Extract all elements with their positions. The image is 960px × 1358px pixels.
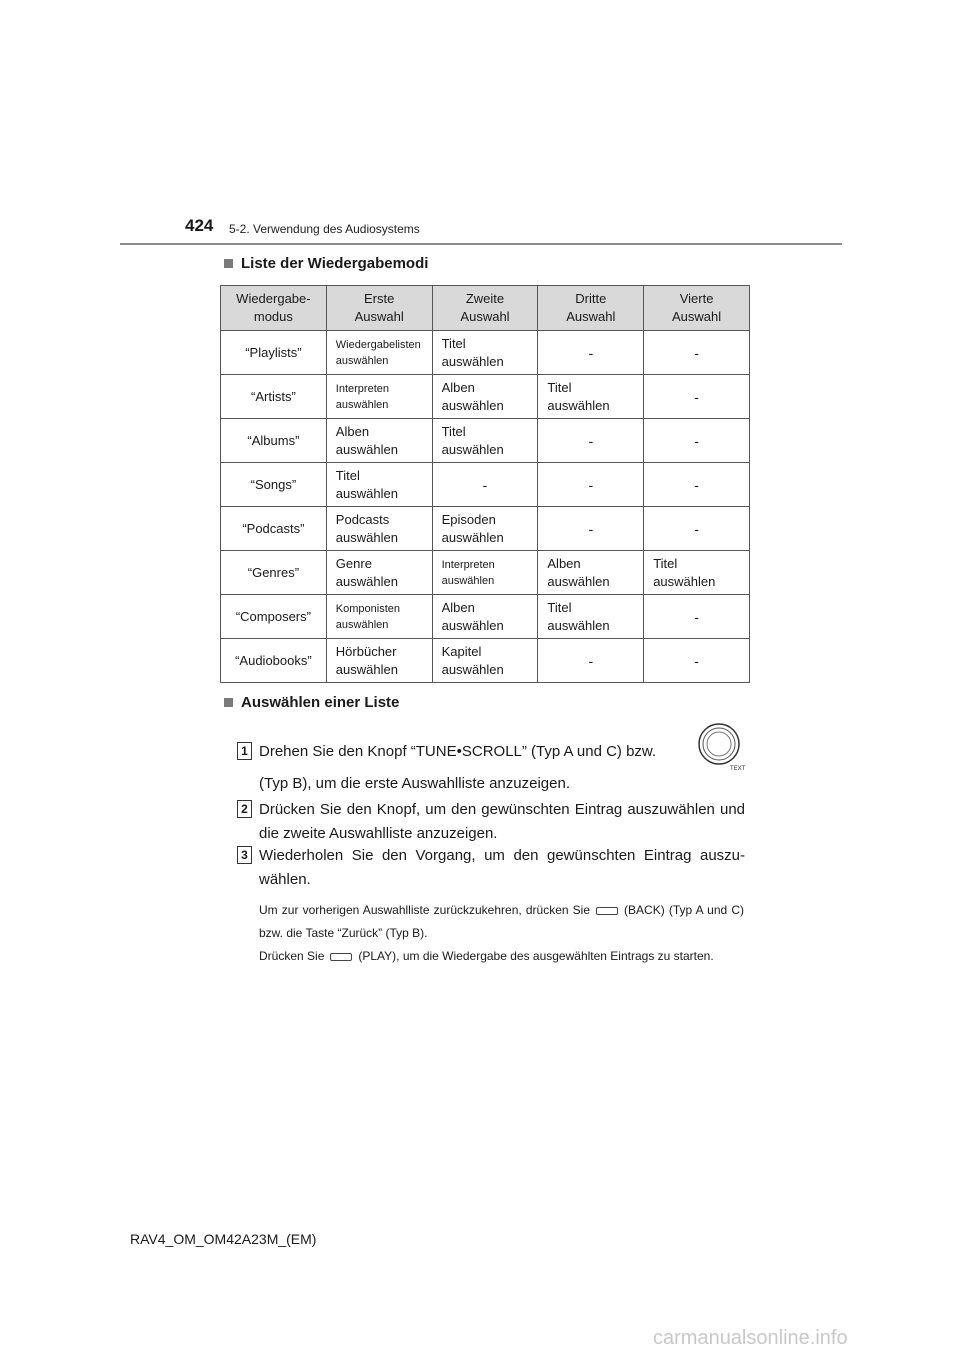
note-back (259, 899, 744, 945)
selection-cell: Titel auswählen (538, 595, 644, 639)
selection-cell: Episoden auswählen (432, 507, 538, 551)
heading-list-modes (224, 255, 428, 272)
selection-cell: - (644, 595, 750, 639)
note-play-text-b: (PLAY), um die Wiedergabe des ausgewählten Eintrags zu starten. (358, 949, 714, 963)
table-row (221, 375, 750, 419)
selection-cell: - (538, 507, 644, 551)
selection-cell: Hörbücher auswählen (326, 639, 432, 683)
selection-cell: - (644, 375, 750, 419)
table-row (221, 595, 750, 639)
heading-select-list (224, 694, 399, 711)
section-title: 5-2. Verwendung des Audiosystems (229, 222, 420, 236)
selection-cell: - (538, 463, 644, 507)
footer-doc-code: RAV4_OM_OM42A23M_(EM) (130, 1231, 317, 1247)
table-row (221, 463, 750, 507)
table-header-row (221, 286, 750, 331)
step-3-text: Wiederholen Sie den Vorgang, um den gewünschten Eintrag auszu-wählen. (259, 847, 745, 888)
selection-cell: Titel auswählen (326, 463, 432, 507)
note-play (259, 945, 744, 968)
selection-cell: Alben auswählen (432, 375, 538, 419)
table-row (221, 331, 750, 375)
step-number: 1 (237, 742, 252, 760)
selection-cell: - (538, 419, 644, 463)
selection-cell: Alben auswählen (326, 419, 432, 463)
selection-cell: Interpreten auswählen (326, 375, 432, 419)
selection-cell: - (644, 463, 750, 507)
bullet-square-icon (224, 259, 233, 268)
mode-cell: “Songs” (221, 463, 327, 507)
mode-cell: “Genres” (221, 551, 327, 595)
mode-cell: “Playlists” (221, 331, 327, 375)
table-row (221, 551, 750, 595)
table-row (221, 639, 750, 683)
col-header: Zweite Auswahl (432, 286, 538, 331)
selection-cell: Titel auswählen (538, 375, 644, 419)
col-header: Erste Auswahl (326, 286, 432, 331)
selection-cell: Alben auswählen (538, 551, 644, 595)
heading-select-list-text: Auswählen einer Liste (241, 694, 400, 711)
selection-cell: Genre auswählen (326, 551, 432, 595)
mode-cell: “Composers” (221, 595, 327, 639)
selection-cell: - (644, 331, 750, 375)
heading-list-modes-text: Liste der Wiedergabemodi (241, 255, 429, 272)
step-number: 2 (237, 800, 252, 818)
selection-cell: Titel auswählen (644, 551, 750, 595)
header-divider (120, 243, 842, 245)
step-number: 3 (237, 846, 252, 864)
selection-cell: Titel auswählen (432, 331, 538, 375)
selection-cell: - (432, 463, 538, 507)
step-1-line1: Drehen Sie den Knopf “TUNE•SCROLL” (Typ A und C) bzw. (259, 743, 657, 760)
step-1-line2: (Typ B), um die erste Auswahlliste anzuzeigen. (259, 775, 570, 792)
mode-cell: “Podcasts” (221, 507, 327, 551)
note-play-text-a: Drücken Sie (259, 949, 325, 963)
play-button-icon (330, 953, 352, 961)
step-3 (237, 844, 745, 894)
table-row (221, 419, 750, 463)
selection-cell: Podcasts auswählen (326, 507, 432, 551)
table-row (221, 507, 750, 551)
col-header: Vierte Auswahl (644, 286, 750, 331)
knob-label: TEXT (730, 766, 746, 772)
step-2-text: Drücken Sie den Knopf, um den gewünschten Eintrag auszuwählen und die zweite Auswahlliste anzuzeigen. (259, 801, 745, 842)
note-back-text-a: Um zur vorherigen Auswahlliste zurückzukehren, drücken Sie (259, 903, 591, 917)
col-header: Wiedergabe- modus (221, 286, 327, 331)
step-1 (237, 740, 745, 800)
tune-scroll-knob-icon (697, 720, 746, 774)
step-2 (237, 798, 745, 848)
selection-cell: Wiedergabelisten auswählen (326, 331, 432, 375)
playback-modes-table (220, 285, 750, 683)
selection-cell: Interpreten auswählen (432, 551, 538, 595)
selection-cell: Titel auswählen (432, 419, 538, 463)
page-number: 424 (185, 216, 214, 235)
back-button-icon (596, 907, 618, 915)
selection-cell: - (644, 419, 750, 463)
watermark: carmanualsonline.info (653, 1327, 848, 1349)
mode-cell: “Artists” (221, 375, 327, 419)
bullet-square-icon (224, 698, 233, 707)
selection-cell: - (644, 507, 750, 551)
selection-cell: Alben auswählen (432, 595, 538, 639)
col-header: Dritte Auswahl (538, 286, 644, 331)
selection-cell: - (538, 639, 644, 683)
selection-cell: - (538, 331, 644, 375)
mode-cell: “Albums” (221, 419, 327, 463)
note-back-text-b: (BACK) (Typ A und C) bzw. die Taste “Zurück” (Typ B). (259, 903, 744, 940)
selection-cell: - (644, 639, 750, 683)
selection-cell: Komponisten auswählen (326, 595, 432, 639)
mode-cell: “Audiobooks” (221, 639, 327, 683)
selection-cell: Kapitel auswählen (432, 639, 538, 683)
